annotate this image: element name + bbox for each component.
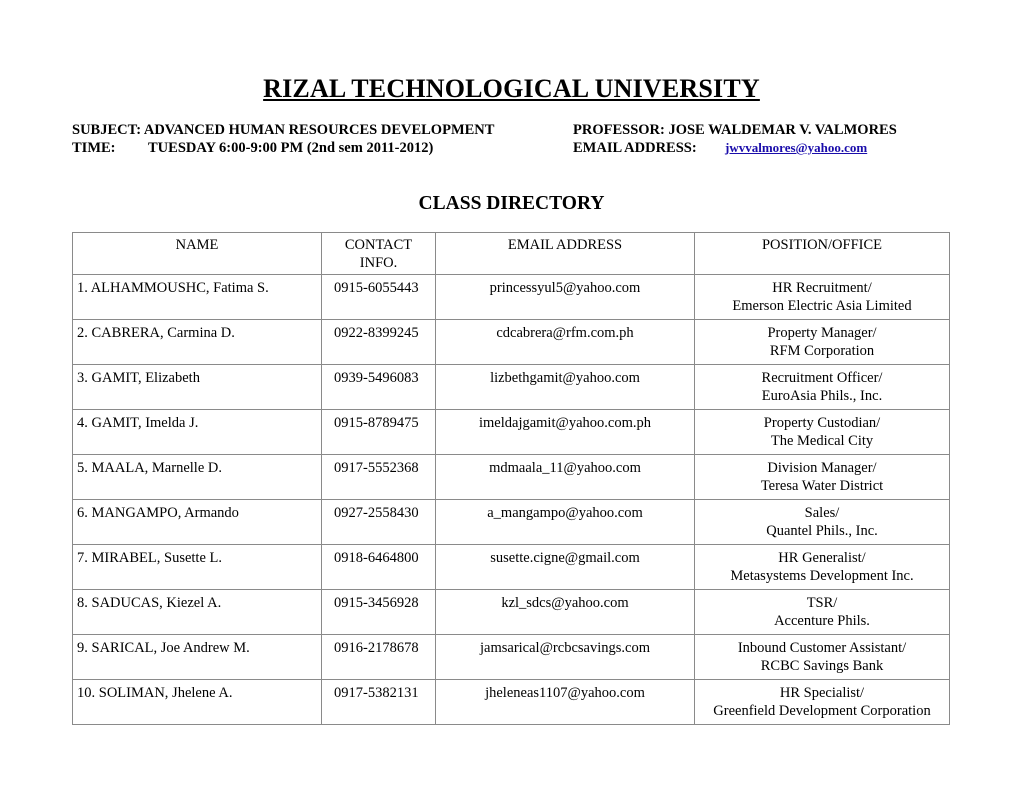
student-office: Greenfield Development Corporation <box>713 703 931 719</box>
student-office: Quantel Phils., Inc. <box>766 523 878 539</box>
student-contact: 0915-6055443 <box>322 275 436 320</box>
student-name: 8. SADUCAS, Kiezel A. <box>73 590 322 635</box>
student-name: 6. MANGAMPO, Armando <box>73 500 322 545</box>
student-contact: 0922-8399245 <box>322 320 436 365</box>
student-position: Recruitment Officer/ <box>761 370 883 386</box>
student-office: Teresa Water District <box>760 478 884 494</box>
time-line <box>72 140 433 157</box>
student-contact: 0917-5552368 <box>322 455 436 500</box>
student-office: RFM Corporation <box>769 343 875 359</box>
table-row <box>73 680 950 725</box>
column-header-email-label: EMAIL ADDRESS <box>507 237 623 253</box>
student-email: cdcabrera@rfm.com.ph <box>436 320 695 365</box>
student-name: 5. MAALA, Marnelle D. <box>73 455 322 500</box>
table-row <box>73 455 950 500</box>
student-contact: 0917-5382131 <box>322 680 436 725</box>
student-position-office <box>695 635 950 680</box>
student-position: HR Generalist/ <box>778 550 866 566</box>
student-email: imeldajgamit@yahoo.com.ph <box>436 410 695 455</box>
table-row <box>73 635 950 680</box>
student-position-office <box>695 320 950 365</box>
student-position-office <box>695 410 950 455</box>
table-row <box>73 590 950 635</box>
column-header-contact-line2: INFO. <box>359 255 398 271</box>
student-email: lizbethgamit@yahoo.com <box>436 365 695 410</box>
student-email: mdmaala_11@yahoo.com <box>436 455 695 500</box>
table-row <box>73 320 950 365</box>
student-position-office <box>695 365 950 410</box>
student-office: The Medical City <box>770 433 874 449</box>
email-line <box>573 140 867 157</box>
table-row <box>73 545 950 590</box>
student-contact: 0918-6464800 <box>322 545 436 590</box>
professor-line <box>573 122 897 139</box>
student-office: Accenture Phils. <box>774 613 870 629</box>
student-position: HR Specialist/ <box>779 685 865 701</box>
student-position: Sales/ <box>804 505 840 521</box>
student-contact: 0927-2558430 <box>322 500 436 545</box>
student-position: Property Manager/ <box>767 325 877 341</box>
column-header-contact <box>322 233 436 275</box>
student-position: TSR/ <box>806 595 838 611</box>
column-header-position-label: POSITION/OFFICE <box>761 237 883 253</box>
student-name: 3. GAMIT, Elizabeth <box>73 365 322 410</box>
student-position: Division Manager/ <box>767 460 877 476</box>
table-row <box>73 410 950 455</box>
student-contact: 0939-5496083 <box>322 365 436 410</box>
column-header-email <box>436 233 695 275</box>
student-email: jheleneas1107@yahoo.com <box>436 680 695 725</box>
column-header-name <box>73 233 322 275</box>
directory-title: CLASS DIRECTORY <box>418 193 605 214</box>
student-office: RCBC Savings Bank <box>760 658 884 674</box>
student-name: 2. CABRERA, Carmina D. <box>73 320 322 365</box>
student-office: Emerson Electric Asia Limited <box>732 298 912 314</box>
column-header-name-label: NAME <box>175 237 219 253</box>
table-row <box>73 365 950 410</box>
student-office: Metasystems Development Inc. <box>730 568 914 584</box>
student-position-office <box>695 275 950 320</box>
student-email: susette.cigne@gmail.com <box>436 545 695 590</box>
professor-label: PROFESSOR: <box>573 122 665 138</box>
student-email: princessyul5@yahoo.com <box>436 275 695 320</box>
student-contact: 0915-3456928 <box>322 590 436 635</box>
student-position-office <box>695 590 950 635</box>
time-label: TIME: <box>72 140 116 156</box>
column-header-position <box>695 233 950 275</box>
student-email: a_mangampo@yahoo.com <box>436 500 695 545</box>
student-position-office <box>695 500 950 545</box>
student-name: 1. ALHAMMOUSHC, Fatima S. <box>73 275 322 320</box>
student-contact: 0915-8789475 <box>322 410 436 455</box>
professor-email-link[interactable]: jwvvalmores@yahoo.com <box>725 140 868 155</box>
table-row <box>73 500 950 545</box>
student-contact: 0916-2178678 <box>322 635 436 680</box>
class-directory-table <box>72 232 950 725</box>
subject-value: ADVANCED HUMAN RESOURCES DEVELOPMENT <box>143 122 495 138</box>
student-name: 7. MIRABEL, Susette L. <box>73 545 322 590</box>
student-position: Inbound Customer Assistant/ <box>737 640 907 656</box>
table-row <box>73 275 950 320</box>
professor-value: JOSE WALDEMAR V. VALMORES <box>668 122 897 138</box>
student-position-office <box>695 455 950 500</box>
university-title: RIZAL TECHNOLOGICAL UNIVERSITY <box>263 74 760 103</box>
student-name: 9. SARICAL, Joe Andrew M. <box>73 635 322 680</box>
student-position: Property Custodian/ <box>763 415 881 431</box>
student-position-office <box>695 680 950 725</box>
student-name: 10. SOLIMAN, Jhelene A. <box>73 680 322 725</box>
subject-label: SUBJECT: <box>72 122 142 138</box>
column-header-contact-line1: CONTACT <box>344 237 413 253</box>
email-label: EMAIL ADDRESS: <box>573 140 697 156</box>
student-name: 4. GAMIT, Imelda J. <box>73 410 322 455</box>
table-header-row <box>73 233 950 275</box>
student-position: HR Recruitment/ <box>772 280 872 296</box>
subject-line <box>72 122 494 139</box>
student-email: kzl_sdcs@yahoo.com <box>436 590 695 635</box>
student-email: jamsarical@rcbcsavings.com <box>436 635 695 680</box>
student-office: EuroAsia Phils., Inc. <box>761 388 883 404</box>
student-position-office <box>695 545 950 590</box>
time-value: TUESDAY 6:00-9:00 PM (2nd sem 2011-2012) <box>148 140 434 156</box>
